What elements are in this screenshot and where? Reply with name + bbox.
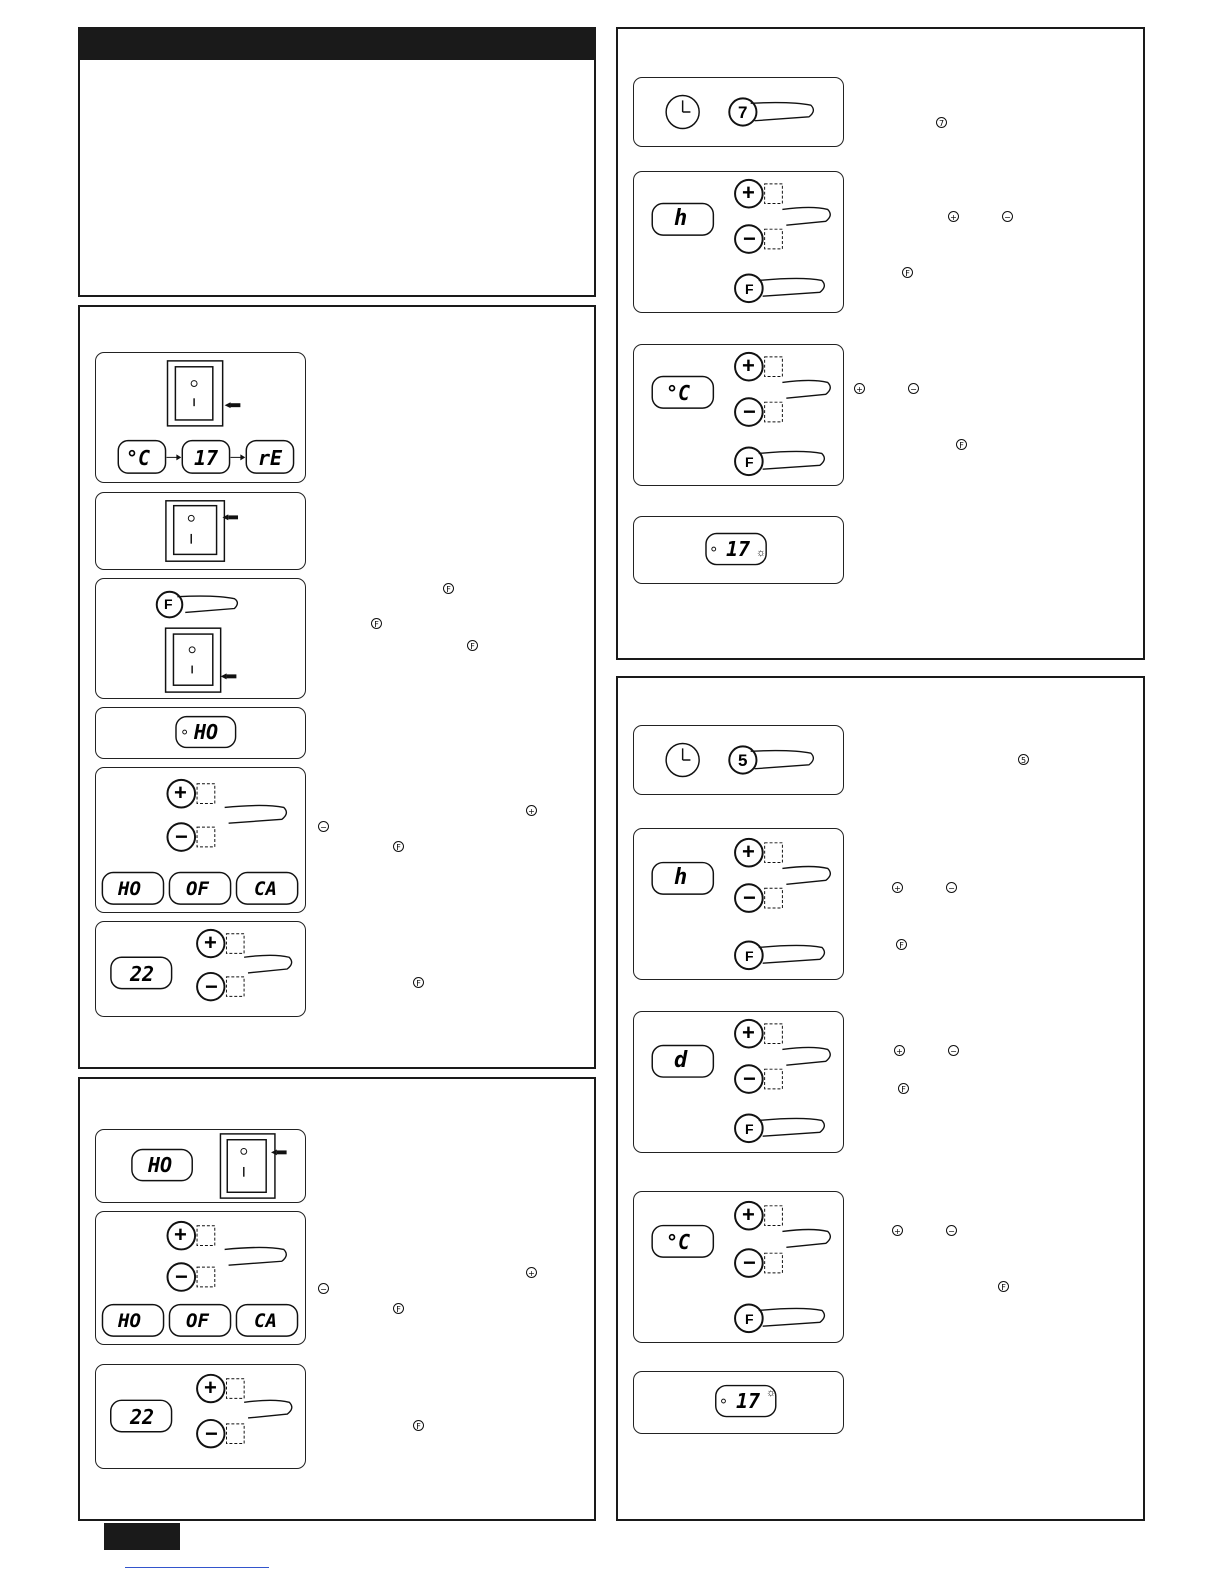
function-button-ref: F xyxy=(413,977,424,988)
footer-link-underline[interactable] xyxy=(125,1567,269,1568)
display-22: 22 xyxy=(130,1405,155,1429)
plus-label: + xyxy=(742,1202,755,1227)
function-button-ref: F xyxy=(902,267,913,278)
minus-button-ref: − xyxy=(1002,211,1013,222)
clock-7-panel xyxy=(633,77,844,147)
minus-button-ref: − xyxy=(946,1225,957,1236)
display-ho: HO xyxy=(118,878,141,900)
ho-switch-panel xyxy=(95,1129,306,1203)
minus-button-ref: − xyxy=(318,1283,329,1294)
display-re: rE xyxy=(258,446,283,470)
function-button-ref: F xyxy=(413,1420,424,1431)
minus-button-ref: − xyxy=(318,821,329,832)
display-17: 17 xyxy=(194,446,219,470)
clock-5-panel xyxy=(633,725,844,795)
plus-label: + xyxy=(742,180,755,205)
mode-select-panel xyxy=(95,1211,306,1345)
plus-button-ref: + xyxy=(892,882,903,893)
result-17-panel xyxy=(633,516,844,584)
intro-section xyxy=(78,27,596,297)
hour-set-panel xyxy=(633,171,844,313)
display-ho: HO xyxy=(118,1310,141,1332)
plus-label: + xyxy=(174,1222,187,1247)
minus-label: − xyxy=(743,226,756,251)
display-of: OF xyxy=(186,1310,209,1332)
function-button-ref: F xyxy=(443,583,454,594)
mode-select-panel xyxy=(95,767,306,913)
seven-button-ref: 7 xyxy=(936,117,947,128)
minus-label: − xyxy=(743,885,756,910)
pointing-finger-icon xyxy=(225,805,287,823)
display-17: 17 xyxy=(736,1389,761,1413)
sun-icon: ☼ xyxy=(756,547,767,559)
sun-icon: ☼ xyxy=(766,1387,777,1399)
switch-off-panel xyxy=(95,492,306,570)
five-button-label: 5 xyxy=(738,751,748,770)
display-degc: °C xyxy=(666,381,691,405)
display-degc: °C xyxy=(666,1230,691,1254)
plus-button-ref: + xyxy=(948,211,959,222)
minus-label: − xyxy=(175,1264,188,1289)
plus-label: + xyxy=(204,930,217,955)
plus-label: + xyxy=(742,839,755,864)
display-17: 17 xyxy=(726,537,751,561)
clock-icon xyxy=(666,95,699,128)
function-button-ref: F xyxy=(393,1303,404,1314)
temperature-set-panel xyxy=(95,921,306,1017)
minus-label: − xyxy=(743,399,756,424)
function-and-switch-panel xyxy=(95,578,306,699)
function-button-label: F xyxy=(745,454,754,470)
function-button-ref: F xyxy=(898,1083,909,1094)
display-ho: HO xyxy=(148,1153,173,1177)
seven-button-label: 7 xyxy=(738,103,748,122)
minus-label: − xyxy=(743,1250,756,1275)
display-hour: h xyxy=(674,865,688,890)
mode-change-section xyxy=(78,1077,596,1521)
plus-button-ref: + xyxy=(854,383,865,394)
function-button-ref: F xyxy=(393,841,404,852)
plus-button-ref: + xyxy=(526,1267,537,1278)
five-button-ref: 5 xyxy=(1018,754,1029,765)
function-button-ref: F xyxy=(371,618,382,629)
rocker-switch-icon xyxy=(96,493,305,569)
result-17-panel xyxy=(633,1371,844,1434)
plus-label: + xyxy=(742,353,755,378)
ho-display-panel xyxy=(95,707,306,759)
page-number-tab xyxy=(104,1523,180,1550)
plus-label: + xyxy=(174,780,187,805)
function-button-label: F xyxy=(745,948,754,964)
plus-button-ref: + xyxy=(894,1045,905,1056)
function-button-ref: F xyxy=(956,439,967,450)
minus-label: − xyxy=(205,1421,218,1446)
function-button-label: F xyxy=(164,596,173,612)
plus-button-ref: + xyxy=(526,805,537,816)
function-button-label: F xyxy=(745,281,754,297)
display-hour: h xyxy=(674,206,688,231)
display-ca: CA xyxy=(254,1310,277,1332)
hour-set-panel xyxy=(633,828,844,980)
rocker-switch-icon xyxy=(168,361,241,426)
function-button-ref: F xyxy=(998,1281,1009,1292)
minus-button-ref: − xyxy=(948,1045,959,1056)
function-button-ref: F xyxy=(896,939,907,950)
display-ho: HO xyxy=(194,720,219,744)
function-button-label: F xyxy=(745,1121,754,1137)
function-button-ref: F xyxy=(467,640,478,651)
switch-on-panel xyxy=(95,352,306,483)
minus-button-ref: − xyxy=(946,882,957,893)
function-button-label: F xyxy=(745,1311,754,1327)
temperature-set-panel xyxy=(633,344,844,486)
display-22: 22 xyxy=(130,962,155,986)
minus-label: − xyxy=(175,824,188,849)
minus-label: − xyxy=(205,974,218,999)
display-of: OF xyxy=(186,878,209,900)
plus-label: + xyxy=(204,1375,217,1400)
plus-button-ref: + xyxy=(892,1225,903,1236)
temperature-set-panel xyxy=(633,1191,844,1343)
display-degc: °C xyxy=(126,446,151,470)
minus-label: − xyxy=(743,1066,756,1091)
plus-label: + xyxy=(742,1020,755,1045)
timer-5-section xyxy=(616,676,1145,1521)
minus-button-ref: − xyxy=(908,383,919,394)
section-header-bar xyxy=(80,29,594,60)
display-day: d xyxy=(674,1048,688,1073)
first-start-section xyxy=(78,305,596,1069)
pointing-finger-icon xyxy=(177,596,237,612)
day-set-panel xyxy=(633,1011,844,1153)
display-ca: CA xyxy=(254,878,277,900)
timer-7-section xyxy=(616,27,1145,660)
temperature-set-panel xyxy=(95,1364,306,1469)
